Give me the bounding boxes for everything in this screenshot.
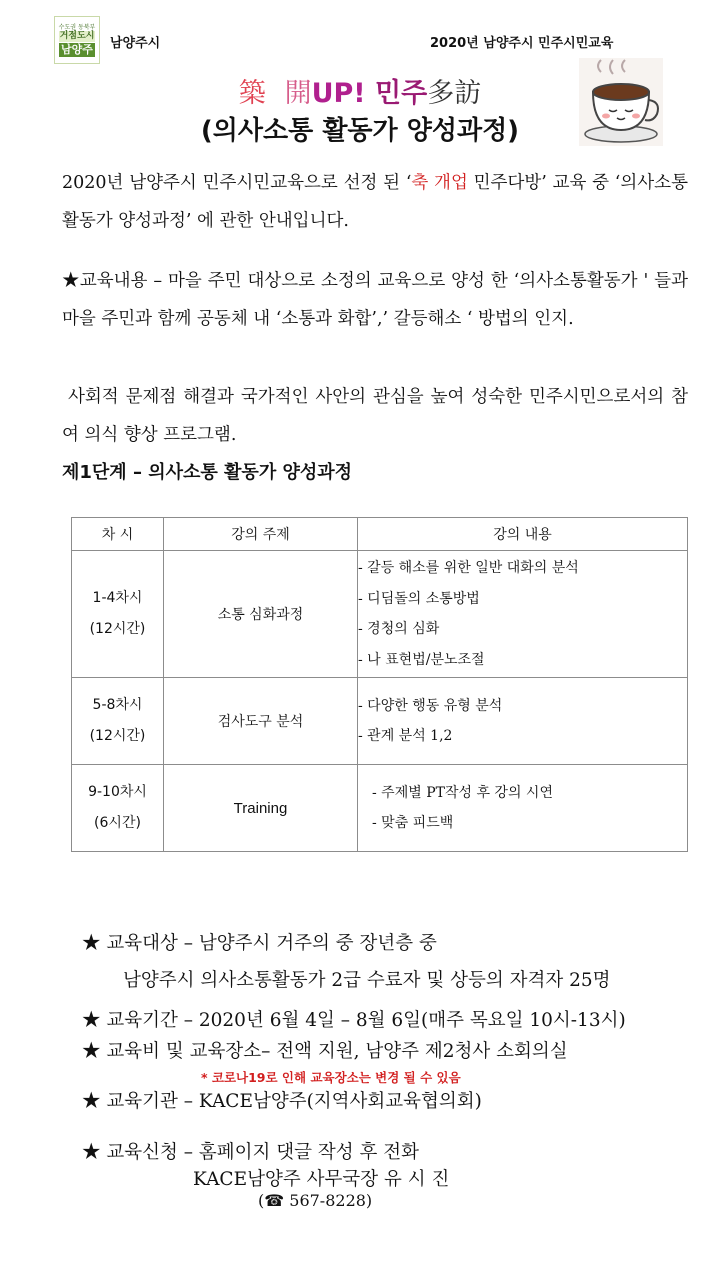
table-row <box>72 765 688 852</box>
info-period: ★ 교육기간 – 2020년 6월 4일 – 8월 6일(매주 목요일 10시-13시) <box>82 1010 626 1031</box>
subtitle: (의사소통 활동가 양성과정) <box>200 116 520 146</box>
table-row <box>72 678 688 765</box>
session-hours: (6시간) <box>94 815 141 831</box>
intro-paragraph <box>62 164 688 240</box>
content-item: - 다양한 행동 유형 분석 <box>358 697 503 714</box>
info-contact: KACE남양주 사무국장 유 시 진 <box>193 1169 450 1190</box>
content-cell <box>358 551 688 678</box>
content-paragraph-1: ★교육내용 – 마을 주민 대상으로 소정의 교육으로 양성 한 ‘의사소통활동가 ' 들과 마을 주민과 함께 공동체 내 ‘소통과 화합’,’ 갈등해소 ‘ 방법의 인지. <box>62 271 688 329</box>
session-hours: (12시간) <box>89 728 146 744</box>
table-header-row <box>72 518 688 551</box>
session-cell <box>72 678 164 765</box>
content-item: - 관계 분석 1,2 <box>358 728 453 744</box>
info-fee-place: ★ 교육비 및 교육장소– 전액 지원, 남양주 제2청사 소회의실 <box>82 1041 568 1062</box>
title-part5: 多訪 <box>427 78 482 109</box>
table-row <box>72 551 688 678</box>
intro-highlight: 축 개업 <box>411 173 468 193</box>
header-content: 강의 내용 <box>358 518 688 551</box>
org-name: 남양주시 <box>110 36 161 51</box>
title-part4: 민주 <box>375 78 428 109</box>
step-title: 제1단계 – 의사소통 활동가 양성과정 <box>62 462 353 483</box>
info-target: ★ 교육대상 – 남양주시 거주의 중 장년층 중 <box>82 933 437 954</box>
session-label: 1-4차시 <box>92 590 143 606</box>
content-item: - 맞춤 피드백 <box>372 815 454 831</box>
coffee-cup-icon <box>579 58 663 146</box>
logo-line3: 남양주 <box>61 42 93 56</box>
title-part3: UP! <box>311 78 366 109</box>
content-item: - 갈등 해소를 위한 일반 대화의 분석 <box>358 560 579 576</box>
info-phone: (☎ 567-8228) <box>258 1191 373 1210</box>
session-label: 9-10차시 <box>88 784 147 800</box>
header-topic: 강의 주제 <box>164 518 358 551</box>
info-institution: ★ 교육기관 – KACE남양주(지역사회교육협의회) <box>82 1091 482 1112</box>
header-session: 차 시 <box>72 518 164 551</box>
title-part1: 築 <box>238 78 266 109</box>
content-paragraph-2: 사회적 문제점 해결과 국가적인 사안의 관심을 높여 성숙한 민주시민으로서의 참여 의식 향상 프로그램. <box>62 387 688 445</box>
info-apply: ★ 교육신청 – 홈페이지 댓글 작성 후 전화 <box>82 1142 419 1163</box>
intro-text-b: 민주다방’ 교육 중 ‘의사소통 활동가 양성과정’ 에 관한 안내입니다. <box>62 173 688 231</box>
content-item: - 나 표현법/분노조절 <box>358 651 485 668</box>
logo-line1: 수도권 동북부 <box>58 23 96 31</box>
topic-cell: 소통 심화과정 <box>164 551 358 678</box>
content-item: - 경청의 심화 <box>358 621 440 637</box>
content-cell <box>358 765 688 852</box>
course-table <box>71 517 688 852</box>
info-target-detail: 남양주시 의사소통활동가 2급 수료자 및 상등의 자격자 25명 <box>123 970 611 991</box>
intro-text-a: 2020년 남양주시 민주시민교육으로 선정 된 ‘ <box>62 173 412 193</box>
topic-cell: Training <box>164 765 358 852</box>
session-label: 5-8차시 <box>92 697 143 713</box>
session-cell <box>72 551 164 678</box>
logo-line2: 거점도시 <box>59 30 95 41</box>
content-cell <box>358 678 688 765</box>
city-logo <box>54 16 100 64</box>
info-note: * 코로나19로 인해 교육장소는 변경 될 수 있음 <box>201 1070 461 1085</box>
title-part2: 開 <box>284 78 312 109</box>
program-name: 2020년 남양주시 민주시민교육 <box>430 36 614 51</box>
session-hours: (12시간) <box>89 621 146 637</box>
content-item: - 디딤돌의 소통방법 <box>358 590 480 607</box>
content-item: - 주제별 PT작성 후 강의 시연 <box>372 784 553 801</box>
session-cell <box>72 765 164 852</box>
topic-cell: 검사도구 분석 <box>164 678 358 765</box>
